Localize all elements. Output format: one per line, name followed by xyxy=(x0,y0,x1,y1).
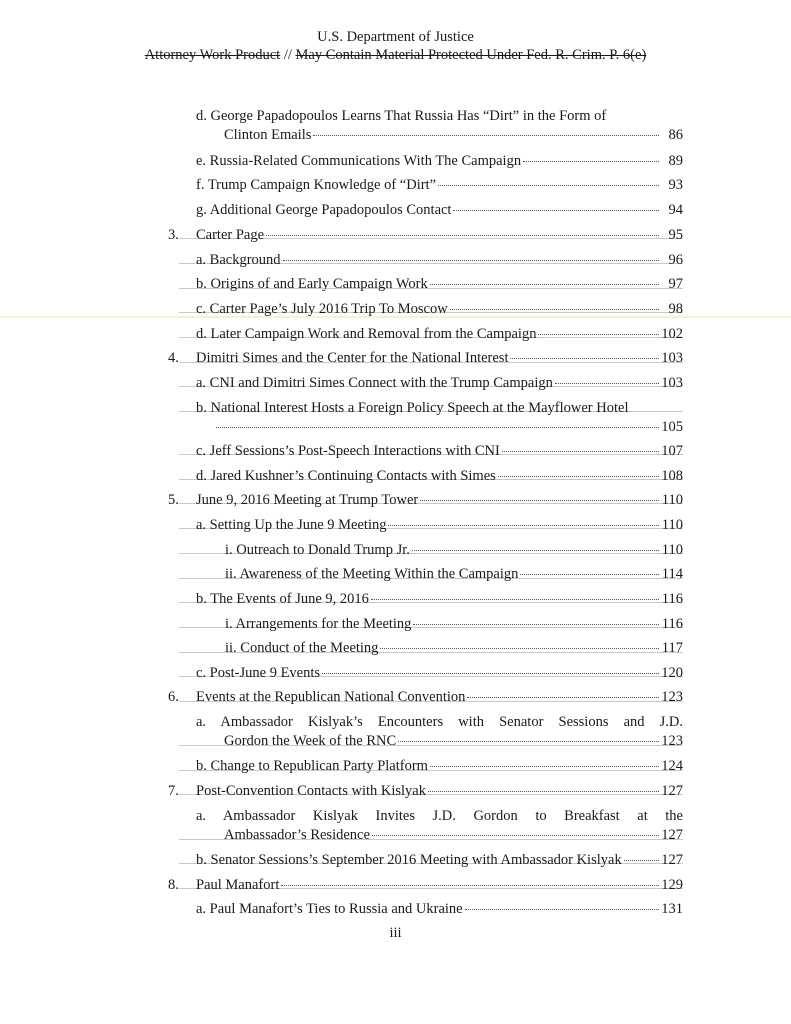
page-ref: 103 xyxy=(661,375,683,391)
classification-marking xyxy=(145,46,647,64)
entry-title: a. Ambassador Kislyak Invites J.D. Gordon to Breakfast at the xyxy=(196,808,683,824)
page-ref: 123 xyxy=(661,689,683,705)
entry-title: d. Jared Kushner’s Continuing Contacts with Simes xyxy=(196,468,496,484)
leader-dots xyxy=(502,451,659,452)
page-ref: 127 xyxy=(661,852,683,868)
page-ref: 94 xyxy=(668,202,683,218)
page-ref: 86 xyxy=(668,127,683,143)
section-number: 4. xyxy=(168,350,179,366)
page-ref: 117 xyxy=(661,640,683,656)
entry-title: c. Jeff Sessions’s Post-Speech Interactions with CNI xyxy=(196,443,500,459)
leader-dots xyxy=(430,284,659,285)
entry-title: d. Later Campaign Work and Removal from the Campaign xyxy=(196,326,537,342)
page-ref: 97 xyxy=(668,276,683,292)
entry-title: e. Russia-Related Communications With The Campaign xyxy=(196,153,522,169)
leader-dots xyxy=(380,648,659,649)
marking-struck-work-product: Attorney Work Product xyxy=(144,47,281,63)
leader-dots xyxy=(322,673,659,674)
page-ref: 110 xyxy=(661,517,683,533)
entry-title: a. Background xyxy=(196,252,281,268)
leader-dots xyxy=(555,383,659,384)
page-ref: 123 xyxy=(661,733,683,749)
entry-title: b. The Events of June 9, 2016 xyxy=(196,591,369,607)
marking-struck-grand-jury: May Contain Material Protected Under Fed. R. Crim. P. 6(e) xyxy=(295,47,647,63)
leader-dots xyxy=(216,427,659,428)
entry-title: c. Post-June 9 Events xyxy=(196,665,321,681)
entry-title: c. Carter Page’s July 2016 Trip To Moscow xyxy=(196,301,448,317)
entry-title: d. George Papadopoulos Learns That Russia Has “Dirt” in the Form of xyxy=(196,108,607,124)
page-ref: 124 xyxy=(661,758,683,774)
entry-title: a. Setting Up the June 9 Meeting xyxy=(196,517,387,533)
leader-dots xyxy=(428,791,659,792)
entry-title: b. National Interest Hosts a Foreign Policy Speech at the Mayflower Hotel xyxy=(196,400,629,416)
section-number: 3. xyxy=(168,227,179,243)
page-ref: 110 xyxy=(661,542,683,558)
leader-dots xyxy=(266,235,659,236)
leader-dots xyxy=(412,550,659,551)
page-ref: 116 xyxy=(661,591,683,607)
leader-dots xyxy=(283,260,659,261)
page-ref: 102 xyxy=(661,326,683,342)
leader-dots xyxy=(398,741,659,742)
entry-title: i. Outreach to Donald Trump Jr. xyxy=(225,542,410,558)
page-ref: 89 xyxy=(668,153,683,169)
section-number: 5. xyxy=(168,492,179,508)
section-number: 8. xyxy=(168,877,179,893)
page-ref: 116 xyxy=(661,616,683,632)
page-ref: 127 xyxy=(661,827,683,843)
leader-dots xyxy=(313,135,659,136)
entry-title: g. Additional George Papadopoulos Contact xyxy=(196,202,452,218)
page-ref: 131 xyxy=(661,901,683,917)
entry-title-cont: Ambassador’s Residence xyxy=(224,827,370,843)
entry-title-cont: Gordon the Week of the RNC xyxy=(224,733,397,749)
leader-dots xyxy=(281,885,659,886)
entry-title: b. Senator Sessions’s September 2016 Meeting with Ambassador Kislyak xyxy=(196,852,622,868)
agency-name: U.S. Department of Justice xyxy=(317,29,474,45)
leader-dots xyxy=(523,161,659,162)
leader-dots xyxy=(372,835,659,836)
entry-title: Post-Convention Contacts with Kislyak xyxy=(196,783,426,799)
page-number: iii xyxy=(389,925,402,941)
leader-dots xyxy=(413,624,659,625)
page-ref: 96 xyxy=(668,252,683,268)
page-ref: 95 xyxy=(668,227,683,243)
entry-title: June 9, 2016 Meeting at Trump Tower xyxy=(196,492,419,508)
leader-dots xyxy=(450,309,659,310)
leader-dots xyxy=(465,909,659,910)
page-ref: 127 xyxy=(661,783,683,799)
leader-dots xyxy=(538,334,659,335)
page-header xyxy=(0,28,791,64)
leader-dots xyxy=(371,599,659,600)
page-ref: 110 xyxy=(661,492,683,508)
page-ref: 103 xyxy=(661,350,683,366)
leader-dots xyxy=(520,574,659,575)
leader-dots xyxy=(438,185,659,186)
leader-dots xyxy=(498,476,659,477)
entry-title: ii. Conduct of the Meeting xyxy=(225,640,379,656)
page-ref: 129 xyxy=(661,877,683,893)
leader-dots xyxy=(624,860,659,861)
leader-dots xyxy=(388,525,659,526)
entry-title: i. Arrangements for the Meeting xyxy=(225,616,412,632)
entry-title: b. Change to Republican Party Platform xyxy=(196,758,428,774)
entry-title: b. Origins of and Early Campaign Work xyxy=(196,276,428,292)
page-ref: 105 xyxy=(661,419,683,435)
entry-title: Paul Manafort xyxy=(196,877,280,893)
entry-title: a. Paul Manafort’s Ties to Russia and Ukraine xyxy=(196,901,463,917)
page-ref: 93 xyxy=(668,177,683,193)
entry-title: f. Trump Campaign Knowledge of “Dirt” xyxy=(196,177,437,193)
leader-dots xyxy=(453,210,659,211)
entry-title: Carter Page xyxy=(196,227,265,243)
page-ref: 108 xyxy=(661,468,683,484)
leader-dots xyxy=(467,697,659,698)
entry-title-cont: Clinton Emails xyxy=(224,127,312,143)
entry-title: Dimitri Simes and the Center for the National Interest xyxy=(196,350,509,366)
leader-dots xyxy=(420,500,659,501)
leader-dots xyxy=(430,766,659,767)
page-ref: 120 xyxy=(661,665,683,681)
page-ref: 114 xyxy=(661,566,683,582)
leader-dots xyxy=(510,358,659,359)
entry-title: a. CNI and Dimitri Simes Connect with the Trump Campaign xyxy=(196,375,553,391)
page-ref: 107 xyxy=(661,443,683,459)
entry-title: a. Ambassador Kislyak’s Encounters with Senator Sessions and J.D. xyxy=(196,714,683,730)
page-ref: 98 xyxy=(668,301,683,317)
section-number: 7. xyxy=(168,783,179,799)
section-number: 6. xyxy=(168,689,179,705)
entry-title: Events at the Republican National Convention xyxy=(196,689,466,705)
entry-title: ii. Awareness of the Meeting Within the Campaign xyxy=(225,566,519,582)
marking-separator: // xyxy=(280,47,296,63)
